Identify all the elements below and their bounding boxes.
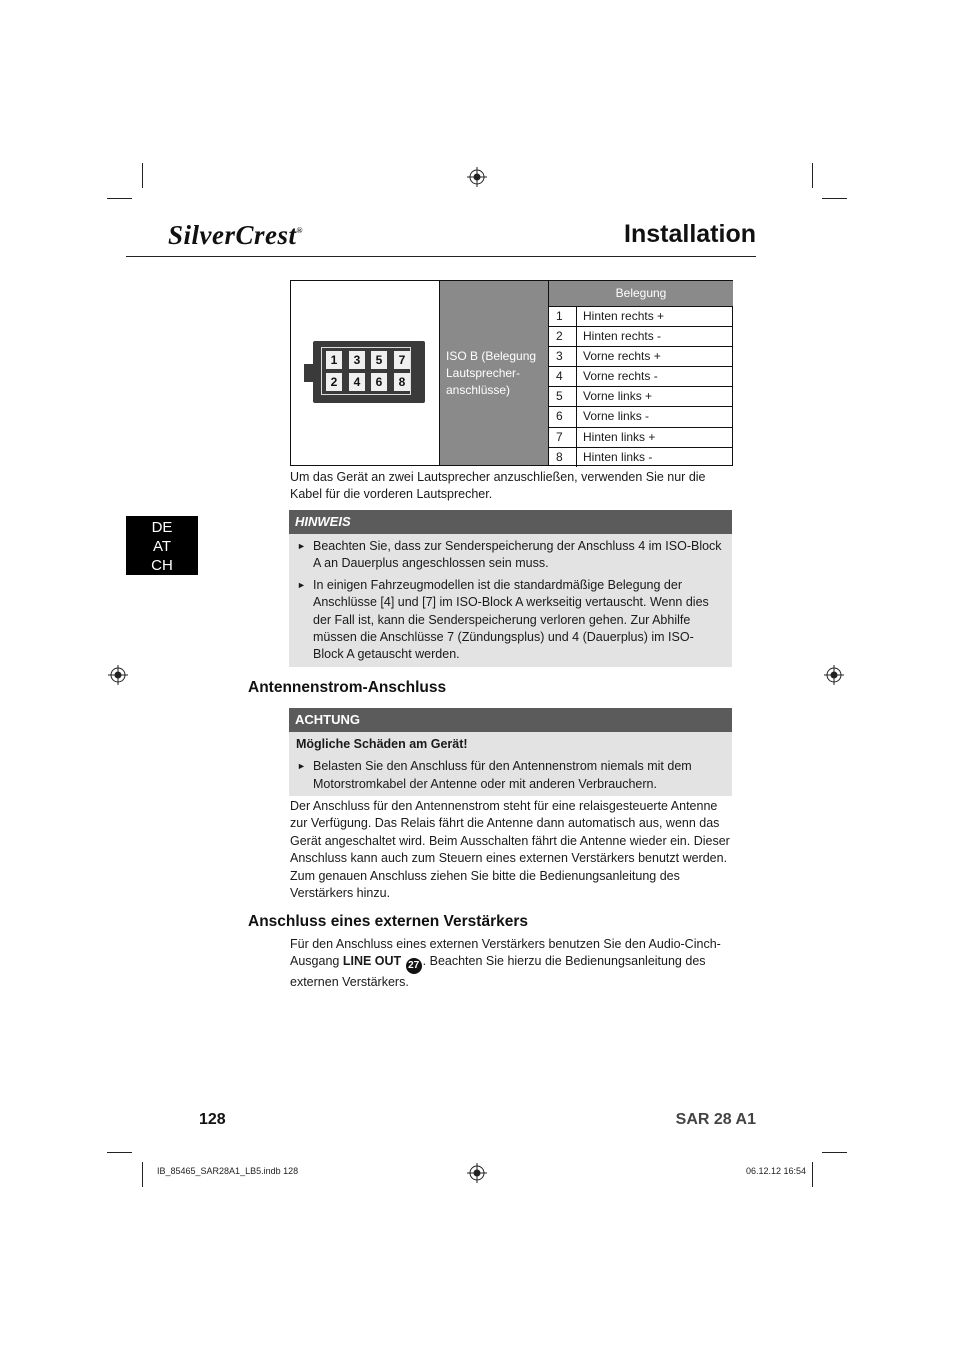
- crop-mark-icon: [812, 163, 813, 188]
- table-row: 3 Vorne rechts +: [549, 346, 733, 366]
- table-row: 4 Vorne rechts -: [549, 366, 733, 386]
- crop-mark-icon: [142, 1162, 143, 1187]
- column-header: Belegung: [549, 281, 733, 306]
- arrow-right-icon: ►: [297, 579, 306, 590]
- pin-label: 8: [394, 373, 410, 391]
- registration-mark-icon: [108, 665, 128, 685]
- list-item: ► Beachten Sie, dass zur Senderspeicherung der Anschluss 4 im ISO-Block A an Dauerplus angeschlossen sein muss.: [297, 539, 722, 571]
- crop-mark-icon: [107, 198, 132, 199]
- hinweis-box: [289, 510, 732, 667]
- intro-paragraph: Um das Gerät an zwei Lautsprecher anzuschließen, verwenden Sie nur die Kabel für die vorderen Lautsprecher.: [290, 470, 706, 502]
- table-row: 2 Hinten rechts -: [549, 326, 733, 346]
- arrow-right-icon: ►: [297, 761, 306, 772]
- crop-mark-icon: [822, 198, 847, 199]
- pin-label: 4: [349, 373, 365, 391]
- body-paragraph: Der Anschluss für den Antennenstrom steht für eine relaisgesteuerte Antenne zur Verfügung. Das Relais fährt die Antenne dann automatisch aus, wenn das Gerät angeschaltet wird. Beim Ausschalten fährt die Antenne wieder ein. Dieser Anschluss kann auch zum Steuern eines externen Verstärkers benutzt werden. Zum genauen Anschluss ziehen Sie bitte die Bedienungsanleitung des Verstärkers hinzu.: [290, 799, 730, 901]
- pin-label: 3: [349, 351, 365, 369]
- achtung-subtitle: Mögliche Schäden am Gerät!: [296, 737, 468, 751]
- section-heading: Anschluss eines externen Verstärkers: [248, 913, 529, 930]
- reference-number-icon: 27: [406, 958, 422, 974]
- table-row: 8 Hinten links -: [549, 447, 733, 467]
- table-row: 6 Vorne links -: [549, 406, 733, 426]
- pin-label: 2: [326, 373, 342, 391]
- pin-label: 6: [371, 373, 387, 391]
- registration-mark-icon: [824, 665, 844, 685]
- registration-mark-icon: [467, 167, 487, 187]
- section-heading: Antennenstrom-Anschluss: [248, 679, 447, 696]
- list-item: ► Belasten Sie den Anschluss für den Antennenstrom niemals mit dem Motorstromkabel der Antenne oder mit anderen Verbrauchern.: [297, 759, 692, 791]
- achtung-box: [289, 708, 732, 796]
- country-tab: DE AT CH: [126, 516, 198, 575]
- pin-assignment-rows: [549, 306, 733, 467]
- body-paragraph: Für den Anschluss eines externen Verstärkers benutzen Sie den Audio-Cinch-Ausgang LINE OUT 27 . Beachten Sie hierzu die Bedienungsanleitung des externen Verstärkers.: [290, 937, 721, 990]
- registration-mark-icon: [467, 1163, 487, 1183]
- crop-mark-icon: [812, 1162, 813, 1187]
- iso-label: ISO B (Belegung Lautsprecher-anschlüsse): [440, 281, 549, 465]
- header-rule: [126, 256, 756, 257]
- table-row: 5 Vorne links +: [549, 386, 733, 406]
- pin-label: 1: [326, 351, 342, 369]
- page-title: Installation: [624, 220, 756, 248]
- crop-mark-icon: [107, 1152, 132, 1153]
- crop-mark-icon: [142, 163, 143, 188]
- list-item: ► In einigen Fahrzeugmodellen ist die standardmäßige Belegung der Anschlüsse [4] und [7] im ISO-Block A werkseitig vertauscht. Wenn dies der Fall ist, kann die Senderspeicherung verloren gehen. Zur Abhilfe müssen die Anschlüsse 7 (Zündungsplus) und 4 (Dauerplus) im ISO-Block A getauscht werden.: [297, 577, 709, 662]
- crop-mark-icon: [822, 1152, 847, 1153]
- pin-label: 5: [371, 351, 387, 369]
- iso-b-table: [290, 280, 733, 466]
- table-row: 7 Hinten links +: [549, 427, 733, 447]
- model-name: SAR 28 A1: [675, 1111, 756, 1128]
- page-number: 128: [199, 1111, 226, 1128]
- connector-diagram: [291, 281, 440, 465]
- line-out-label: LINE OUT: [342, 954, 402, 969]
- pin-label: 7: [394, 351, 410, 369]
- brand-logo: SilverCrest®: [168, 220, 303, 250]
- table-row: 1 Hinten rechts +: [549, 306, 733, 326]
- print-slug-date: 06.12.12 16:54: [745, 1166, 806, 1176]
- hinweis-title: HINWEIS: [289, 510, 732, 534]
- achtung-title: ACHTUNG: [289, 708, 732, 732]
- connector-body: [313, 341, 425, 403]
- arrow-right-icon: ►: [297, 541, 306, 551]
- print-slug-file: IB_85465_SAR28A1_LB5.indb 128: [157, 1166, 299, 1176]
